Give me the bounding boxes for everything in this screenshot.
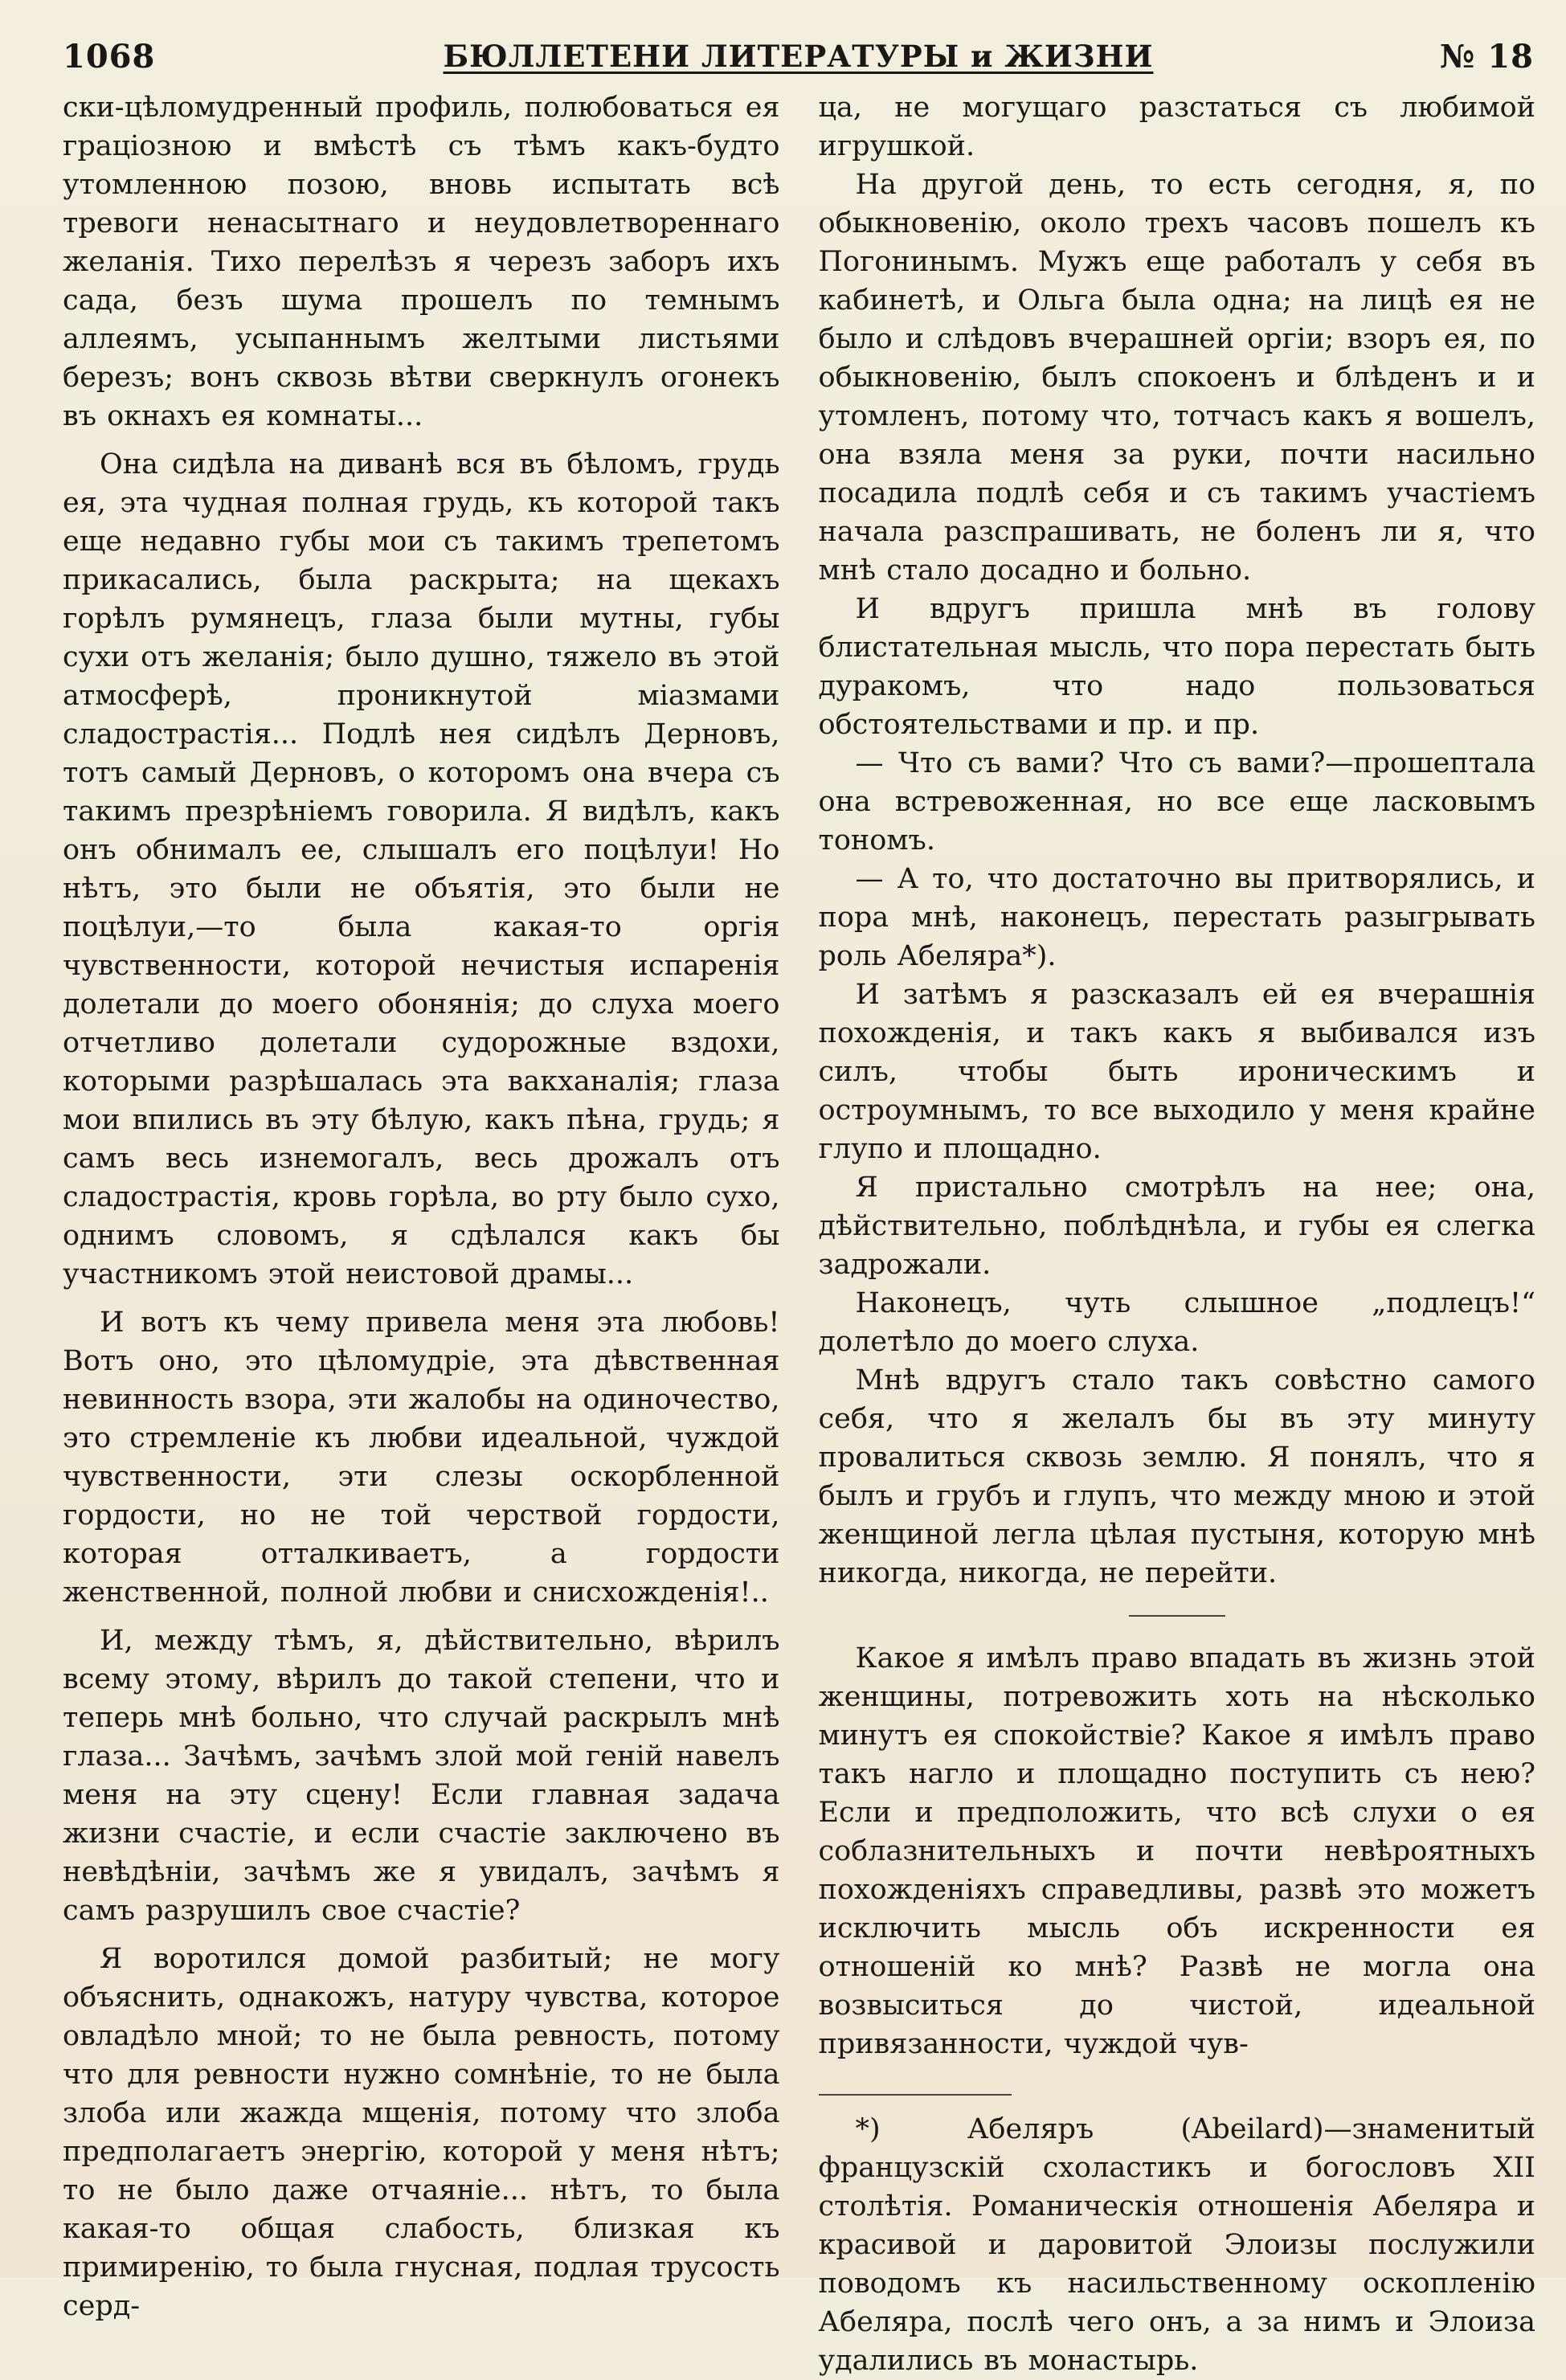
page-header bbox=[63, 24, 1534, 88]
paragraph: ца, не могущаго разстаться съ любимой игрушкой. bbox=[818, 92, 1535, 162]
paragraph: И, между тѣмъ, я, дѣйствительно, вѣрилъ всему этому, вѣрилъ до такой степени, что и теперь мнѣ больно, что случай раскрылъ мнѣ глаза... Зачѣмъ, зачѣмъ злой мой геній навелъ меня на эту сцену! Если главная задача жизни счастіе, и если счастіе заключено въ невѣдѣніи, зачѣмъ же я увидалъ, зачѣмъ я самъ разрушилъ свое счастіе? bbox=[63, 1625, 780, 1927]
paragraph: Мнѣ вдругъ стало такъ совѣстно самого себя, что я желалъ бы въ эту минуту провалиться сквозь землю. Я понялъ, что я былъ и грубъ и глупъ, что между мною и этой женщиной легла цѣлая пустыня, которую мнѣ никогда, никогда, не перейти. bbox=[818, 1364, 1535, 1589]
text-columns bbox=[63, 88, 1535, 2377]
paragraph: ски-цѣломудренный профиль, полюбоваться ея граціозною и вмѣстѣ съ тѣмъ какъ-будто утомленною позою, вновь испытать всѣ тревоги ненасытнаго и неудовлетвореннаго желанія. Тихо перелѣзъ я черезъ заборъ ихъ сада, безъ шума прошелъ по темнымъ аллеямъ, усыпаннымъ желтыми листьями березъ; вонъ сквозь вѣтви сверкнулъ огонекъ въ окнахъ ея комнаты... bbox=[63, 92, 780, 432]
paragraph: И вдругъ пришла мнѣ въ голову блистательная мысль, что пора перестать быть дуракомъ, что надо пользоваться обстоятельствами и пр. и пр. bbox=[818, 593, 1535, 741]
left-column bbox=[63, 88, 780, 2322]
paragraph: На другой день, то есть сегодня, я, по обыкновенію, около трехъ часовъ пошелъ къ Погонинымъ. Мужъ еще работалъ у себя въ кабинетѣ, и Ольга была одна; на лицѣ ея не было и слѣдовъ вчерашней оргіи; взоръ ея, по обыкновенію, былъ спокоенъ и блѣденъ и и утомленъ, потому что, тотчасъ какъ я вошелъ, она взяла меня за руки, почти насильно посадила подлѣ себя и съ такимъ участіемъ начала разспрашивать, не боленъ ли я, что мнѣ стало досадно и больно. bbox=[818, 169, 1535, 587]
footnote-rule bbox=[819, 2094, 1012, 2096]
paragraph: Наконецъ, чуть слышное „подлецъ!“ долетѣло до моего слуха. bbox=[818, 1287, 1535, 1358]
paragraph: Я пристально смотрѣлъ на нее; она, дѣйствительно, поблѣднѣла, и губы ея слегка задрожали. bbox=[818, 1172, 1535, 1281]
paragraph: Я воротился домой разбитый; не могу объяснить, однакожъ, натуру чувства, которое овладѣло мной; то не была ревность, потому что для ревности нужно сомнѣніе, то не была злоба или жажда мщенія, потому что злоба предполагаетъ энергію, которой у меня нѣтъ; то не было даже отчаяніе... нѣтъ, то была какая-то общая слабость, близкая къ примиренію, то была гнусная, подлая трусость серд- bbox=[63, 1943, 780, 2322]
paragraph: И затѣмъ я разсказалъ ей ея вчерашнія похожденія, и такъ какъ я выбивался изъ силъ, чтобы быть ироническимъ и остроумнымъ, то все выходило у меня крайне глупо и площадно. bbox=[818, 979, 1535, 1165]
footnote: *) Абеляръ (Abeilard)—знаменитый французскій схоластикъ и богословъ XII столѣтія. Романическія отношенія Абеляра и красивой и даровитой Элоизы послужили поводомъ къ насильственному оскопленію Абеляра, послѣ чего онъ, а за нимъ и Элоиза удалились въ монастырь. bbox=[818, 2113, 1535, 2377]
issue-number: № 18 bbox=[1439, 37, 1534, 76]
paragraph: Она сидѣла на диванѣ вся въ бѣломъ, грудь ея, эта чудная полная грудь, къ которой такъ еще недавно губы мои съ такимъ трепетомъ прикасались, была раскрыта; на щекахъ горѣлъ румянецъ, глаза были мутны, губы сухи отъ желанія; было душно, тяжело въ этой атмосферѣ, проникнутой міазмами сладострастія... Подлѣ нея сидѣлъ Дерновъ, тотъ самый Дерновъ, о которомъ она вчера съ такимъ презрѣніемъ говорила. Я видѣлъ, какъ онъ обнималъ ее, слышалъ его поцѣлуи! Но нѣтъ, это были не объятія, это были не поцѣлуи,—то была какая-то оргія чувственности, которой нечистыя испаренія долетали до моего обонянія; до слуха моего отчетливо долетали судорожные вздохи, которыми разрѣшалась эта вакханалія; глаза мои впились въ эту бѣлую, какъ пѣна, грудь; я самъ весь изнемогалъ, весь дрожалъ отъ сладострастія, кровь горѣла, во рту было сухо, однимъ словомъ, я сдѣлался какъ бы участникомъ этой неистовой драмы... bbox=[63, 448, 780, 1290]
running-title: БЮЛЛЕТЕНИ ЛИТЕРАТУРЫ и ЖИЗНИ bbox=[443, 39, 1154, 74]
paragraph: — Что съ вами? Что съ вами?—прошептала она встревоженная, но все еще ласковымъ тономъ. bbox=[818, 747, 1535, 857]
right-column bbox=[818, 88, 1536, 2377]
paragraph: И вотъ къ чему привела меня эта любовь! Вотъ оно, это цѣломудріе, эта дѣвственная невинность взора, эти жалобы на одиночество, это стремленіе къ любви идеальной, чуждой чувственности, эти слезы оскорбленной гордости, но не той черствой гордости, которая отталкиваетъ, а гордости женственной, полной любви и снисхожденія!.. bbox=[63, 1307, 780, 1609]
section-divider bbox=[1129, 1615, 1225, 1617]
paragraph: — А то, что достаточно вы притворялись, и пора мнѣ, наконецъ, перестать разыгрывать роль Абеляра*). bbox=[818, 863, 1535, 972]
page-number: 1068 bbox=[63, 37, 156, 76]
paragraph: Какое я имѣлъ право впадать въ жизнь этой женщины, потревожить хоть на нѣсколько минутъ ея спокойствіе? Какое я имѣлъ право такъ нагло и площадно поступить съ нею? Если и предположить, что всѣ слухи о ея соблазнительныхъ и почти невѣроятныхъ похожденіяхъ справедливы, развѣ это можетъ исключить мысль объ искренности ея отношеній ко мнѣ? Развѣ не могла она возвыситься до чистой, идеальной привязанности, чуждой чув- bbox=[818, 1642, 1535, 2060]
